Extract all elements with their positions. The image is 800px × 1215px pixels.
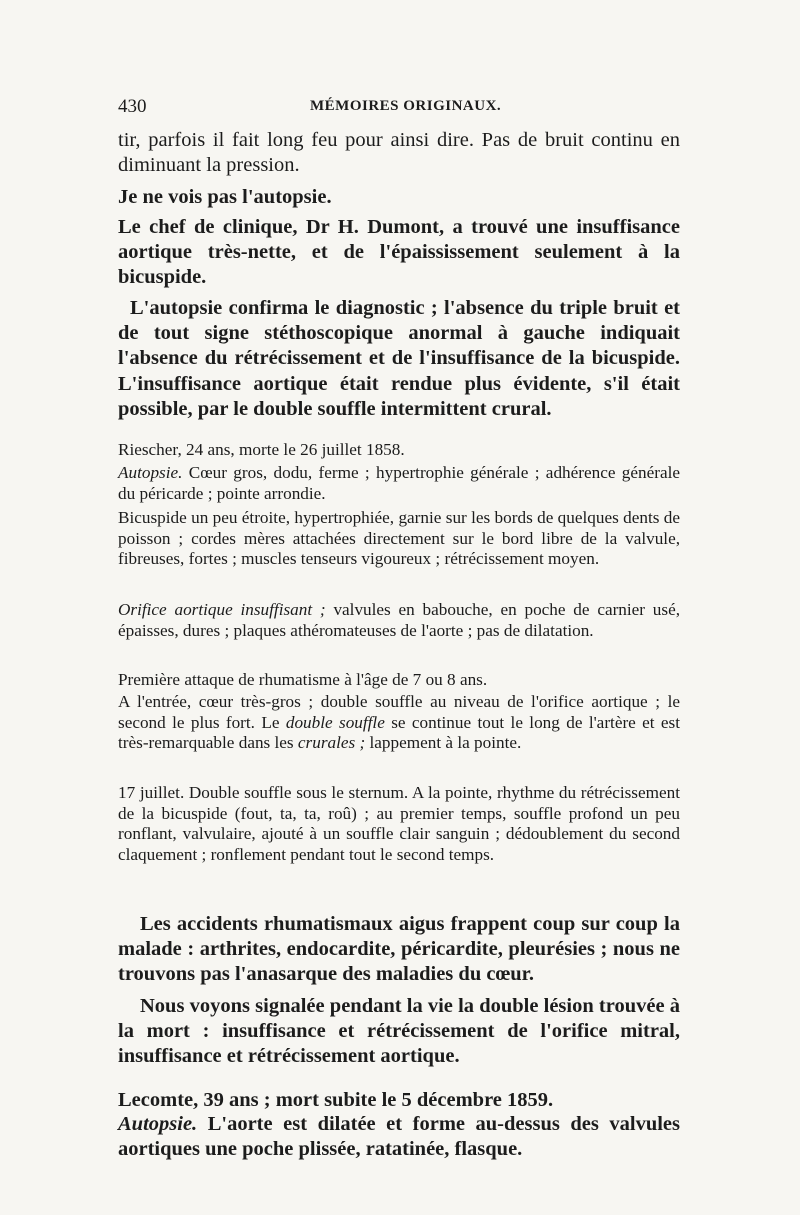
case-heading-riescher: Riescher, 24 ans, morte le 26 juillet 1858.	[118, 440, 405, 459]
paragraph-17-juillet: 17 juillet. Double souffle sous le sternum. A la pointe, rhythme du rétrécissement de la bicuspide (fout, ta, ta, roû) ; au premier temps, souffle profond un peu ronflant, valvulaire, ajouté à un souffle clair sanguin ; dédoublement du second claquement ; ronflement pendant tout le second temps.	[118, 783, 680, 864]
running-head: MÉMOIRES ORIGINAUX.	[310, 98, 502, 114]
paragraph-1: tir, parfois il fait long feu pour ainsi dire. Pas de bruit continu en diminuant la pression.	[118, 129, 680, 177]
paragraph-autopsie-2: Autopsie. L'aorte est dilatée et forme au-dessus des valvules aortiques une poche plissée, ratatinée, flasque.	[118, 1113, 680, 1161]
paragraph-autopsie-1: Autopsie. Cœur gros, dodu, ferme ; hypertrophie générale ; adhérence générale du péricarde ; pointe arrondie.	[118, 463, 680, 503]
page-number: 430	[118, 96, 147, 117]
paragraph-4: L'autopsie confirma le diagnostic ; l'absence du triple bruit et de tout signe stéthoscopique anormal à gauche indiquait l'absence du rétrécissement et de l'insuffisance de la bicuspide. L'insuffisance aortique était rendue plus évidente, s'il était possible, par le double souffle intermittent crural.	[118, 297, 680, 420]
paragraph-2: Je ne vois pas l'autopsie.	[118, 186, 332, 208]
paragraph-entree: A l'entrée, cœur très-gros ; double souffle au niveau de l'orifice aortique ; le second le plus fort. Le double souffle se continue tout le long de l'artère et est très-remarquable dans les crurales ; lappement à la pointe.	[118, 692, 681, 752]
page-header	[118, 94, 680, 122]
paragraph-3: Le chef de clinique, Dr H. Dumont, a trouvé une insuffisance aortique très-nette, et de l'épaississement seulement à la bicuspide.	[118, 216, 680, 289]
paragraph-double-lesion: Nous voyons signalée pendant la vie la double lésion trouvée à la mort : insuffisance et rétrécissement de l'orifice mitral, insuffisance et rétrécissement aortique.	[118, 995, 680, 1068]
case-heading-lecomte: Lecomte, 39 ans ; mort subite le 5 décembre 1859.	[118, 1089, 554, 1111]
autopsie-label-2: Autopsie.	[118, 1113, 198, 1135]
paragraph-orifice: Orifice aortique insuffisant ; valvules en babouche, en poche de carnier usé, épaisses, dures ; plaques athéromateuses de l'aorte ; pas de dilatation.	[118, 600, 681, 640]
paragraph-bicuspide: Bicuspide un peu étroite, hypertrophiée, garnie sur les bords de quelques dents de poisson ; cordes mères attachées directement sur le bord libre de la valvule, fibreuses, fortes ; muscles tenseurs vigoureux ; rétrécissement moyen.	[118, 508, 680, 568]
paragraph-accidents: Les accidents rhumatismaux aigus frappent coup sur coup la malade : arthrites, endocardite, péricardite, pleurésies ; nous ne trouvons pas l'anasarque des maladies du cœur.	[118, 913, 680, 986]
paragraph-premiere-attaque: Première attaque de rhumatisme à l'âge de 7 ou 8 ans.	[118, 670, 488, 689]
orifice-label: Orifice aortique insuffisant ;	[118, 600, 326, 619]
autopsie-label: Autopsie.	[118, 463, 183, 482]
